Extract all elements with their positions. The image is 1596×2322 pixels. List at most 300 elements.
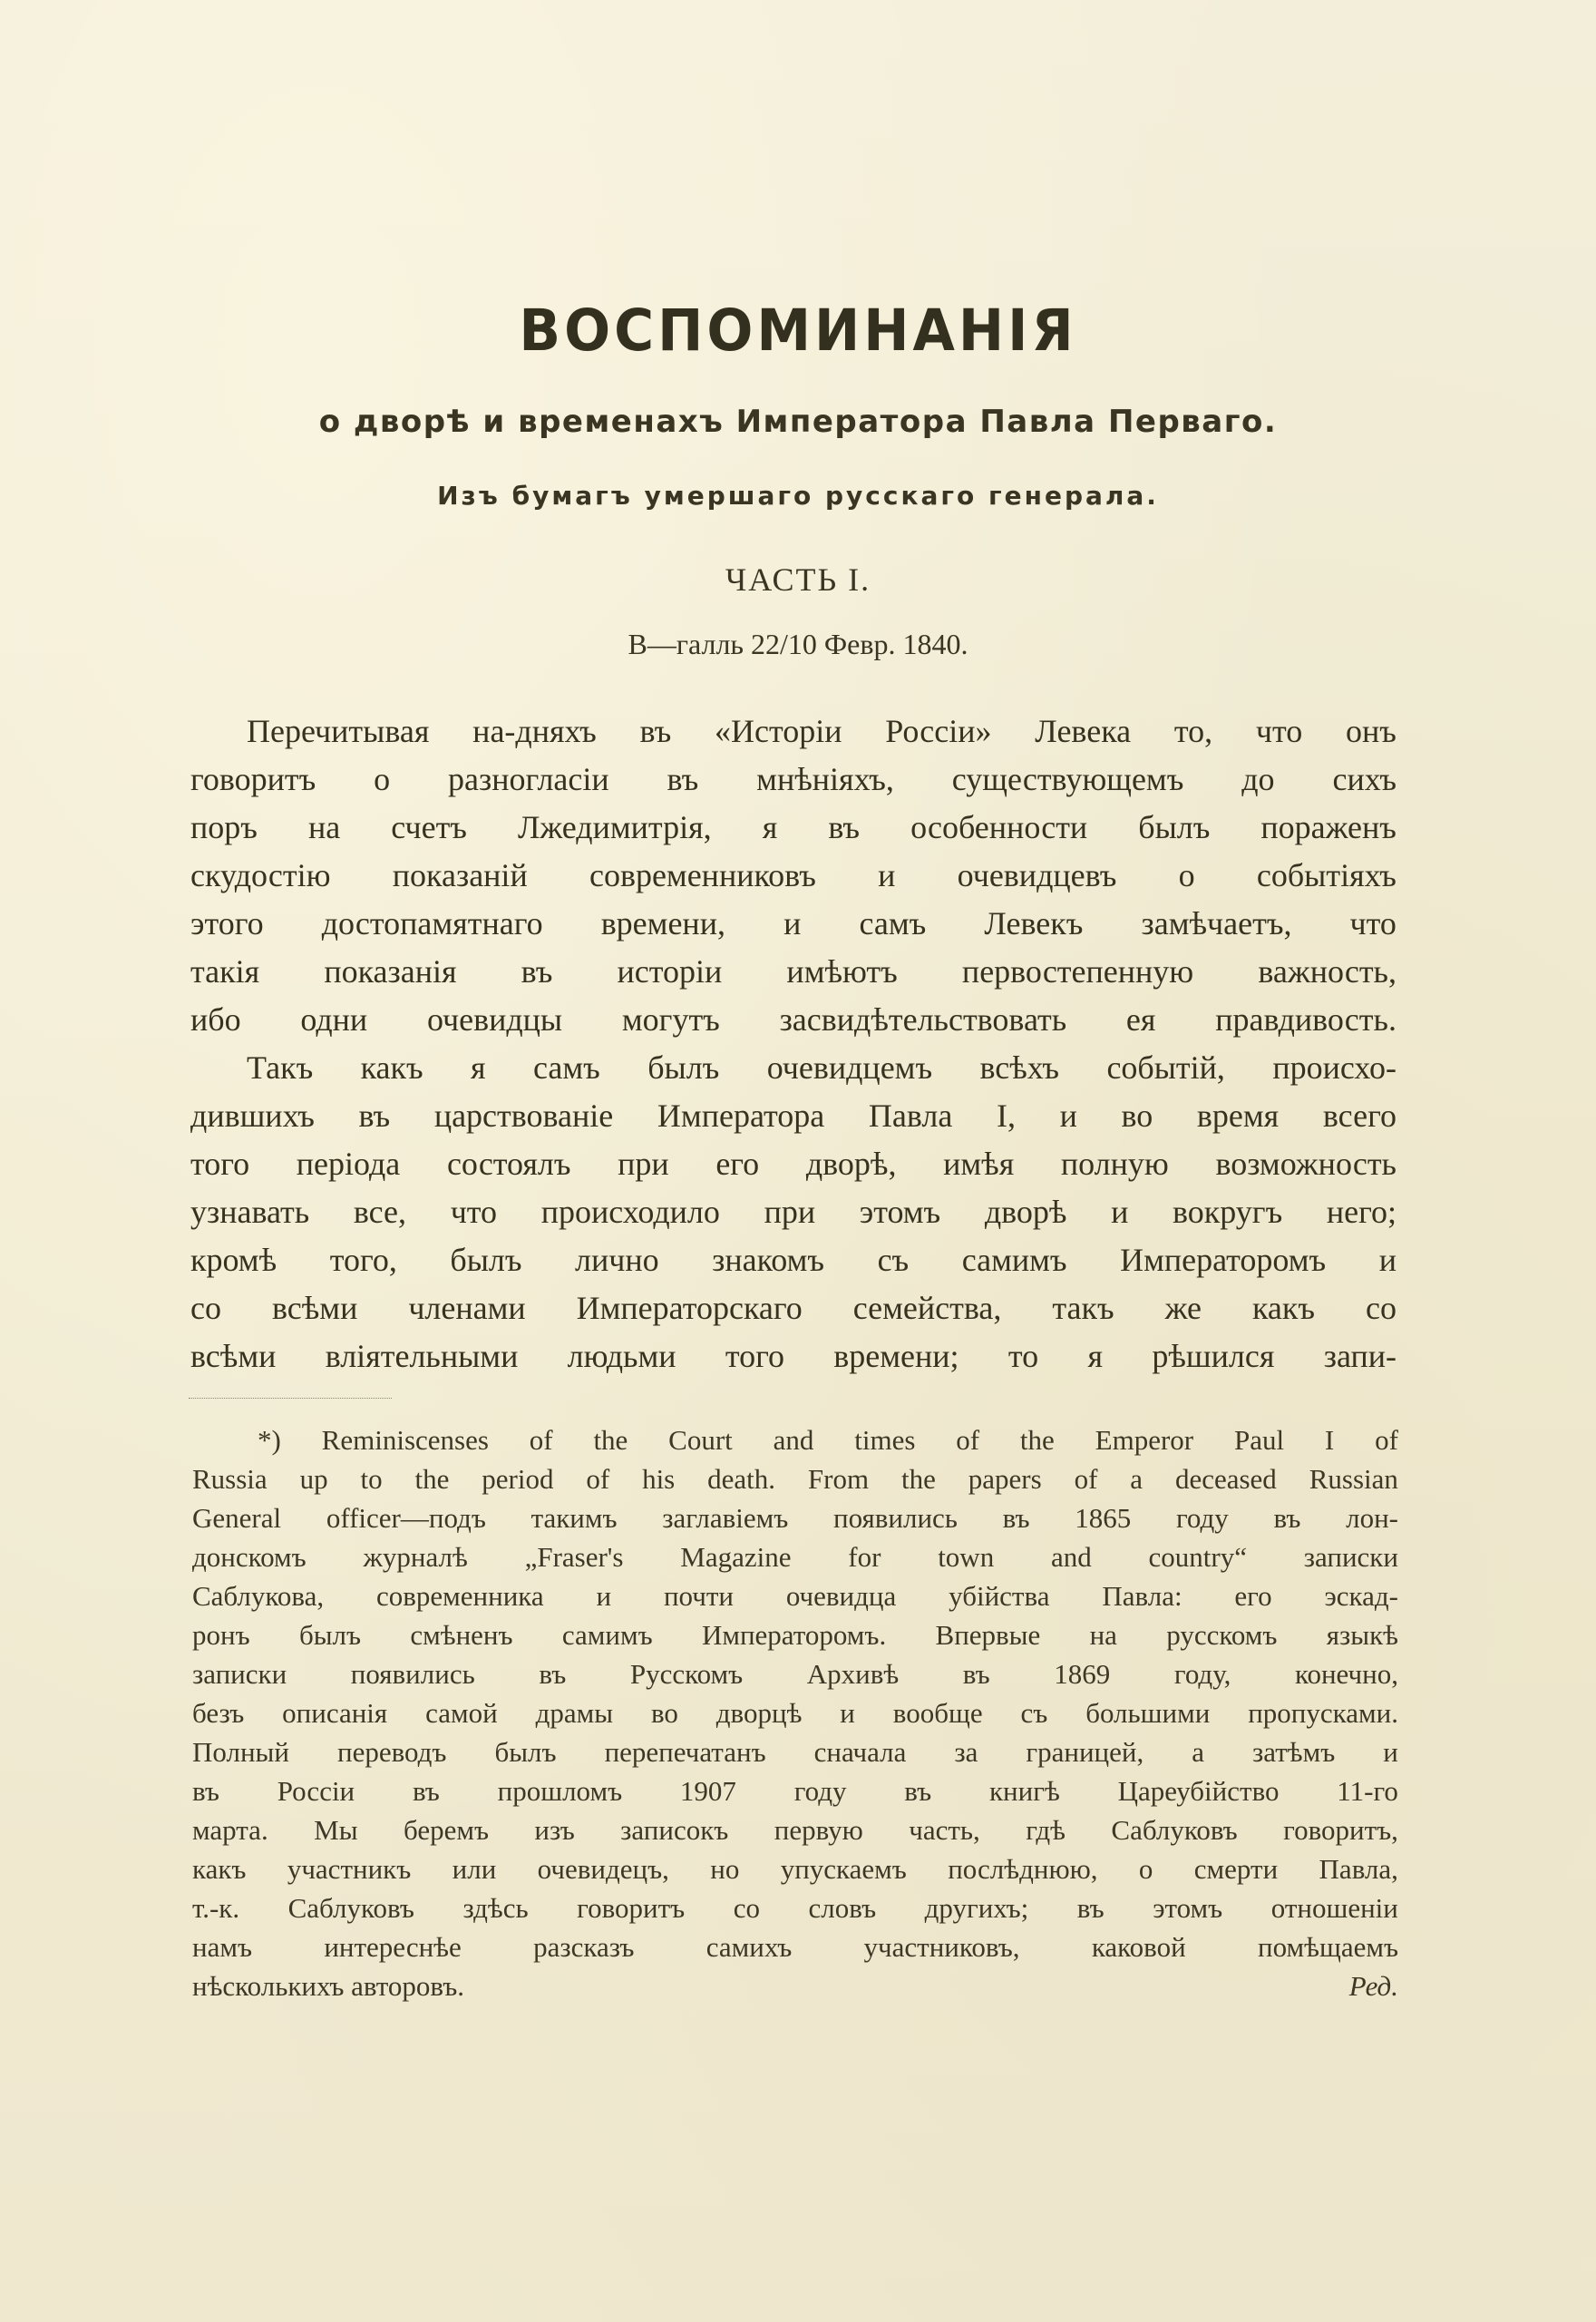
footnote-line xyxy=(192,1849,1398,1888)
word: что xyxy=(1349,905,1396,941)
word: говоритъ xyxy=(577,1892,686,1924)
word: того, xyxy=(329,1242,397,1278)
word: замѣчаетъ, xyxy=(1141,905,1292,941)
word: ибо xyxy=(190,1001,241,1038)
word: все, xyxy=(353,1194,407,1230)
body-line xyxy=(190,756,1396,804)
word: пораженъ xyxy=(1260,809,1396,845)
footnote-divider xyxy=(189,1398,392,1399)
place-date: В—галль 22/10 Февр. 1840. xyxy=(628,628,968,660)
word: происхо- xyxy=(1272,1049,1396,1086)
word: а xyxy=(1192,1736,1205,1768)
word: времени, xyxy=(600,905,725,941)
word: the xyxy=(414,1463,450,1495)
word: и xyxy=(1059,1098,1077,1134)
word: Такъ xyxy=(247,1049,314,1086)
word: же xyxy=(1164,1290,1202,1326)
word: очевидцемъ xyxy=(766,1049,933,1086)
footnote-line xyxy=(192,1420,1398,1459)
word: событіяхъ xyxy=(1256,857,1396,893)
word: Архивѣ xyxy=(806,1658,900,1690)
word: the xyxy=(901,1463,936,1495)
footnote-line xyxy=(192,1576,1398,1615)
body-line xyxy=(190,1236,1396,1284)
word: Павла, xyxy=(1319,1853,1398,1885)
word: I xyxy=(1324,1424,1335,1456)
word: Россіи xyxy=(277,1775,355,1807)
word: his xyxy=(642,1463,676,1495)
word: одни xyxy=(300,1001,368,1038)
word: былъ xyxy=(1138,809,1211,845)
word: вокругъ xyxy=(1173,1194,1283,1230)
word: Russian xyxy=(1309,1463,1398,1495)
word: разногласіи xyxy=(448,761,609,797)
word: описанія xyxy=(282,1697,388,1729)
word: почти xyxy=(663,1580,734,1612)
word: въ xyxy=(639,713,672,749)
word: показанія xyxy=(324,953,457,990)
word: узнавать xyxy=(190,1194,310,1230)
word: убійства xyxy=(949,1580,1050,1612)
word: „Fraser's xyxy=(524,1541,624,1573)
word: death. xyxy=(707,1463,776,1495)
word: въ xyxy=(962,1658,990,1690)
word: сихъ xyxy=(1332,761,1396,797)
word: самъ xyxy=(533,1049,600,1086)
word: какъ xyxy=(1251,1290,1316,1326)
footnote-line xyxy=(192,1810,1398,1849)
word: Саблукова, xyxy=(192,1580,325,1612)
word: ронъ xyxy=(192,1619,250,1651)
word: очевидца xyxy=(785,1580,897,1612)
word: членами xyxy=(408,1290,526,1326)
word: часть, xyxy=(909,1814,980,1846)
word: въ xyxy=(539,1658,567,1690)
word: того xyxy=(190,1146,250,1182)
word: мнѣніяхъ, xyxy=(756,761,894,797)
word: Императорскаго xyxy=(576,1290,803,1326)
word: какъ xyxy=(360,1049,423,1086)
word: въ xyxy=(358,1098,391,1134)
word: былъ xyxy=(647,1049,720,1086)
word: дворцѣ xyxy=(715,1697,803,1729)
word: I, xyxy=(996,1098,1016,1134)
word: всѣми xyxy=(271,1290,358,1326)
body-line xyxy=(190,707,1396,756)
word: во xyxy=(1121,1098,1153,1134)
word: я xyxy=(471,1049,486,1086)
word: и xyxy=(1111,1194,1129,1230)
word: могутъ xyxy=(621,1001,720,1038)
word: исторіи xyxy=(617,953,723,990)
word: знакомъ xyxy=(712,1242,825,1278)
word: участниковъ, xyxy=(863,1931,1020,1963)
word: послѣднюю, xyxy=(948,1853,1098,1885)
word: of xyxy=(529,1424,553,1456)
word: событій, xyxy=(1106,1049,1225,1086)
word: время xyxy=(1196,1098,1280,1134)
word: здѣсь xyxy=(462,1892,529,1924)
word: for xyxy=(848,1541,881,1573)
word: Russia xyxy=(192,1463,268,1495)
word: Саблуковъ xyxy=(287,1892,414,1924)
word: достопамятнаго xyxy=(321,905,543,941)
word: т.-к. xyxy=(192,1892,240,1924)
word: Павла: xyxy=(1102,1580,1182,1612)
word: году, xyxy=(1173,1658,1231,1690)
word: въ xyxy=(1076,1892,1105,1924)
word: Лжедимитрія, xyxy=(517,809,712,845)
word: times xyxy=(854,1424,916,1456)
word: показаній xyxy=(392,857,528,893)
source-note: Изъ бумагъ умершаго русскаго генерала. xyxy=(437,481,1159,511)
word: вліятельными xyxy=(325,1338,519,1374)
word: и xyxy=(878,857,896,893)
word: country“ xyxy=(1148,1541,1247,1573)
word: Paul xyxy=(1233,1424,1285,1456)
word: смерти xyxy=(1193,1853,1279,1885)
footnote-line xyxy=(192,1732,1398,1771)
word: Саблуковъ xyxy=(1111,1814,1238,1846)
word: дворѣ, xyxy=(805,1146,897,1182)
word: Павла xyxy=(868,1098,953,1134)
footnote-line xyxy=(192,1459,1398,1498)
body-line xyxy=(190,1188,1396,1236)
word: 1907 xyxy=(679,1775,736,1807)
word: кромѣ xyxy=(190,1242,277,1278)
body-line xyxy=(190,804,1396,852)
word: правдивость. xyxy=(1215,1001,1396,1038)
word: лично xyxy=(575,1242,659,1278)
body-line xyxy=(190,948,1396,996)
body-line xyxy=(190,852,1396,900)
footnote-line xyxy=(192,1771,1398,1810)
word: его xyxy=(715,1146,760,1182)
word: съ xyxy=(1020,1697,1048,1729)
word: марта. xyxy=(192,1814,268,1846)
word: Court xyxy=(668,1424,733,1456)
word: пропусками. xyxy=(1248,1697,1398,1729)
body-text xyxy=(190,707,1396,1381)
footnote-line xyxy=(192,1615,1398,1654)
word: словъ xyxy=(808,1892,877,1924)
word: говоритъ, xyxy=(1283,1814,1398,1846)
word: другихъ; xyxy=(924,1892,1029,1924)
body-line xyxy=(190,1044,1396,1092)
word: гдѣ xyxy=(1026,1814,1066,1846)
word: очевидцевъ xyxy=(957,857,1117,893)
word: General xyxy=(192,1502,282,1534)
word: переводъ xyxy=(336,1736,447,1768)
word: Императоромъ. xyxy=(701,1619,887,1651)
word: up xyxy=(299,1463,328,1495)
editor-signoff: Ред. xyxy=(1348,1970,1398,2002)
word: и xyxy=(783,905,802,941)
word: интереснѣе xyxy=(324,1931,462,1963)
page-subtitle: о дворѣ и временахъ Императора Павла Перваго. xyxy=(318,404,1278,440)
word: въ xyxy=(667,761,699,797)
word: 1869 xyxy=(1054,1658,1111,1690)
body-line xyxy=(190,1092,1396,1140)
word: имѣя xyxy=(943,1146,1015,1182)
word: и xyxy=(1378,1242,1396,1278)
word: самъ xyxy=(859,905,927,941)
word: Перечитывая xyxy=(247,713,430,749)
word: поръ xyxy=(190,809,258,845)
word: съ xyxy=(877,1242,910,1278)
word: былъ xyxy=(494,1736,557,1768)
word: рѣшился xyxy=(1152,1338,1275,1374)
part-heading: ЧАСТЬ I. xyxy=(725,561,871,598)
word: записки xyxy=(192,1658,287,1690)
word: дившихъ xyxy=(190,1098,315,1134)
word: или xyxy=(452,1853,497,1885)
word: и xyxy=(596,1580,612,1612)
word: какъ xyxy=(192,1853,247,1885)
word: при xyxy=(618,1146,669,1182)
word: Императора xyxy=(657,1098,825,1134)
word: въ xyxy=(1002,1502,1030,1534)
word: papers xyxy=(968,1463,1042,1495)
body-line xyxy=(190,996,1396,1044)
word: современниковъ xyxy=(589,857,816,893)
word: я xyxy=(1087,1338,1104,1374)
word: упускаемъ xyxy=(780,1853,907,1885)
footnote-line xyxy=(192,1654,1398,1693)
word: заглавіемъ xyxy=(662,1502,789,1534)
word: помѣщаемъ xyxy=(1258,1931,1398,1963)
word: period xyxy=(482,1463,554,1495)
footnote-last-line xyxy=(192,1966,1398,2005)
word: to xyxy=(360,1463,383,1495)
word: людьми xyxy=(567,1338,676,1374)
footnote-line-text: нѣсколькихъ авторовъ. xyxy=(192,1970,465,2002)
body-line xyxy=(190,1140,1396,1188)
word: of xyxy=(586,1463,610,1495)
word: намъ xyxy=(192,1931,252,1963)
body-line xyxy=(190,900,1396,948)
word: самой xyxy=(425,1697,498,1729)
word: *) xyxy=(258,1424,281,1456)
word: говоритъ xyxy=(190,761,316,797)
word: на xyxy=(1089,1619,1117,1651)
word: ея xyxy=(1125,1001,1156,1038)
word: году xyxy=(1175,1502,1229,1534)
word: семейства, xyxy=(852,1290,1002,1326)
word: особенности xyxy=(910,809,1088,845)
word: году xyxy=(793,1775,847,1807)
word: но xyxy=(710,1853,740,1885)
word: записокъ xyxy=(620,1814,729,1846)
word: въ xyxy=(192,1775,219,1807)
word: Впервые xyxy=(935,1619,1041,1651)
word: въ xyxy=(1273,1502,1301,1534)
word: Reminiscenses xyxy=(321,1424,489,1456)
word: запи- xyxy=(1323,1338,1396,1374)
word: town xyxy=(938,1541,995,1573)
word: скудостію xyxy=(190,857,331,893)
word: онъ xyxy=(1346,713,1396,749)
word: беремъ xyxy=(403,1814,489,1846)
word: a xyxy=(1130,1463,1143,1495)
word: и xyxy=(1383,1736,1398,1768)
word: and xyxy=(1050,1541,1092,1573)
word: за xyxy=(954,1736,978,1768)
word: русскомъ xyxy=(1166,1619,1278,1651)
word: лон- xyxy=(1346,1502,1398,1534)
word: при xyxy=(764,1194,816,1230)
word: конечно, xyxy=(1294,1658,1398,1690)
word: этого xyxy=(190,905,264,941)
word: отношеніи xyxy=(1270,1892,1398,1924)
word: имѣютъ xyxy=(786,953,898,990)
word: о xyxy=(374,761,391,797)
word: я xyxy=(762,809,778,845)
word: этомъ xyxy=(859,1194,941,1230)
word: возможность xyxy=(1215,1146,1396,1182)
word: записки xyxy=(1303,1541,1398,1573)
word: of xyxy=(1375,1424,1398,1456)
word: появились xyxy=(832,1502,958,1534)
word: былъ xyxy=(450,1242,522,1278)
word: сначала xyxy=(813,1736,907,1768)
word: смѣненъ xyxy=(410,1619,513,1651)
word: существующемъ xyxy=(951,761,1184,797)
footnote-line xyxy=(192,1927,1398,1966)
word: Magazine xyxy=(680,1541,792,1573)
word: Русскомъ xyxy=(629,1658,744,1690)
word: большими xyxy=(1085,1697,1211,1729)
word: 1865 xyxy=(1075,1502,1132,1534)
word: полную xyxy=(1060,1146,1169,1182)
word: засвидѣтельствовать xyxy=(779,1001,1067,1038)
word: періода xyxy=(296,1146,401,1182)
word: такія xyxy=(190,953,260,990)
footnote-line xyxy=(192,1888,1398,1927)
word: эскад- xyxy=(1324,1580,1398,1612)
word: всѣми xyxy=(190,1338,277,1374)
word: самимъ xyxy=(961,1242,1067,1278)
word: что xyxy=(1255,713,1303,749)
word: очевидецъ, xyxy=(537,1853,669,1885)
body-line xyxy=(190,1284,1396,1332)
word: что xyxy=(450,1194,498,1230)
word: Россіи» xyxy=(885,713,992,749)
word: первую xyxy=(774,1814,863,1846)
word: всего xyxy=(1322,1098,1396,1134)
word: состоялъ xyxy=(446,1146,571,1182)
word: очевидцы xyxy=(426,1001,563,1038)
word: of xyxy=(956,1424,980,1456)
body-line xyxy=(190,1332,1396,1381)
word: From xyxy=(807,1463,870,1495)
word: the xyxy=(593,1424,628,1456)
word: царствованіе xyxy=(433,1098,614,1134)
word: въ xyxy=(521,953,553,990)
word: затѣмъ xyxy=(1252,1736,1336,1768)
word: со xyxy=(1366,1290,1396,1326)
word: этомъ xyxy=(1153,1892,1223,1924)
word: то, xyxy=(1173,713,1213,749)
word: донскомъ xyxy=(192,1541,307,1573)
word: языкѣ xyxy=(1326,1619,1398,1651)
word: the xyxy=(1019,1424,1055,1456)
word: появились xyxy=(350,1658,475,1690)
word: современника xyxy=(376,1580,544,1612)
footnote-line xyxy=(192,1693,1398,1732)
word: 11-го xyxy=(1337,1775,1398,1807)
word: до xyxy=(1241,761,1275,797)
word: Левека xyxy=(1035,713,1132,749)
word: officer—подъ xyxy=(326,1502,486,1534)
word: границей, xyxy=(1026,1736,1144,1768)
word: въ xyxy=(412,1775,440,1807)
word: разсказъ xyxy=(533,1931,635,1963)
word: Emperor xyxy=(1095,1424,1194,1456)
word: and xyxy=(773,1424,814,1456)
word: и xyxy=(840,1697,855,1729)
word: Мы xyxy=(314,1814,358,1846)
word: происходило xyxy=(540,1194,720,1230)
footnote xyxy=(192,1420,1398,2005)
word: на xyxy=(307,809,341,845)
word: въ xyxy=(904,1775,932,1807)
word: первостепенную xyxy=(961,953,1194,990)
word: такъ xyxy=(1052,1290,1114,1326)
word: «Исторіи xyxy=(715,713,842,749)
word: на-дняхъ xyxy=(472,713,597,749)
word: of xyxy=(1074,1463,1098,1495)
word: со xyxy=(733,1892,760,1924)
word: Полный xyxy=(192,1736,289,1768)
word: драмы xyxy=(535,1697,614,1729)
word: Левекъ xyxy=(984,905,1084,941)
page-title: ВОСПОМИНАНІЯ xyxy=(519,298,1077,365)
word: прошломъ xyxy=(497,1775,623,1807)
word: былъ xyxy=(298,1619,362,1651)
word: Императоромъ xyxy=(1120,1242,1327,1278)
word: книгѣ xyxy=(988,1775,1060,1807)
word: то xyxy=(1007,1338,1039,1374)
word: въ xyxy=(828,809,861,845)
word: deceased xyxy=(1174,1463,1277,1495)
word: дворѣ xyxy=(984,1194,1067,1230)
word: перепечатанъ xyxy=(604,1736,766,1768)
word: Цареубійство xyxy=(1117,1775,1280,1807)
word: всѣхъ xyxy=(979,1049,1060,1086)
word: счетъ xyxy=(391,809,467,845)
word: самимъ xyxy=(561,1619,653,1651)
word: во xyxy=(650,1697,678,1729)
word: изъ xyxy=(534,1814,575,1846)
word: того xyxy=(725,1338,784,1374)
footnote-line xyxy=(192,1537,1398,1576)
word: со xyxy=(190,1290,221,1326)
word: его xyxy=(1234,1580,1272,1612)
word: безъ xyxy=(192,1697,245,1729)
word: времени; xyxy=(833,1338,959,1374)
word: о xyxy=(1178,857,1195,893)
word: него; xyxy=(1326,1194,1396,1230)
word: журналѣ xyxy=(363,1541,468,1573)
footnote-line xyxy=(192,1498,1398,1537)
word: важность, xyxy=(1258,953,1396,990)
word: такимъ xyxy=(530,1502,618,1534)
word: участникъ xyxy=(287,1853,412,1885)
word: самихъ xyxy=(706,1931,793,1963)
word: вообще xyxy=(892,1697,983,1729)
word: каковой xyxy=(1091,1931,1186,1963)
